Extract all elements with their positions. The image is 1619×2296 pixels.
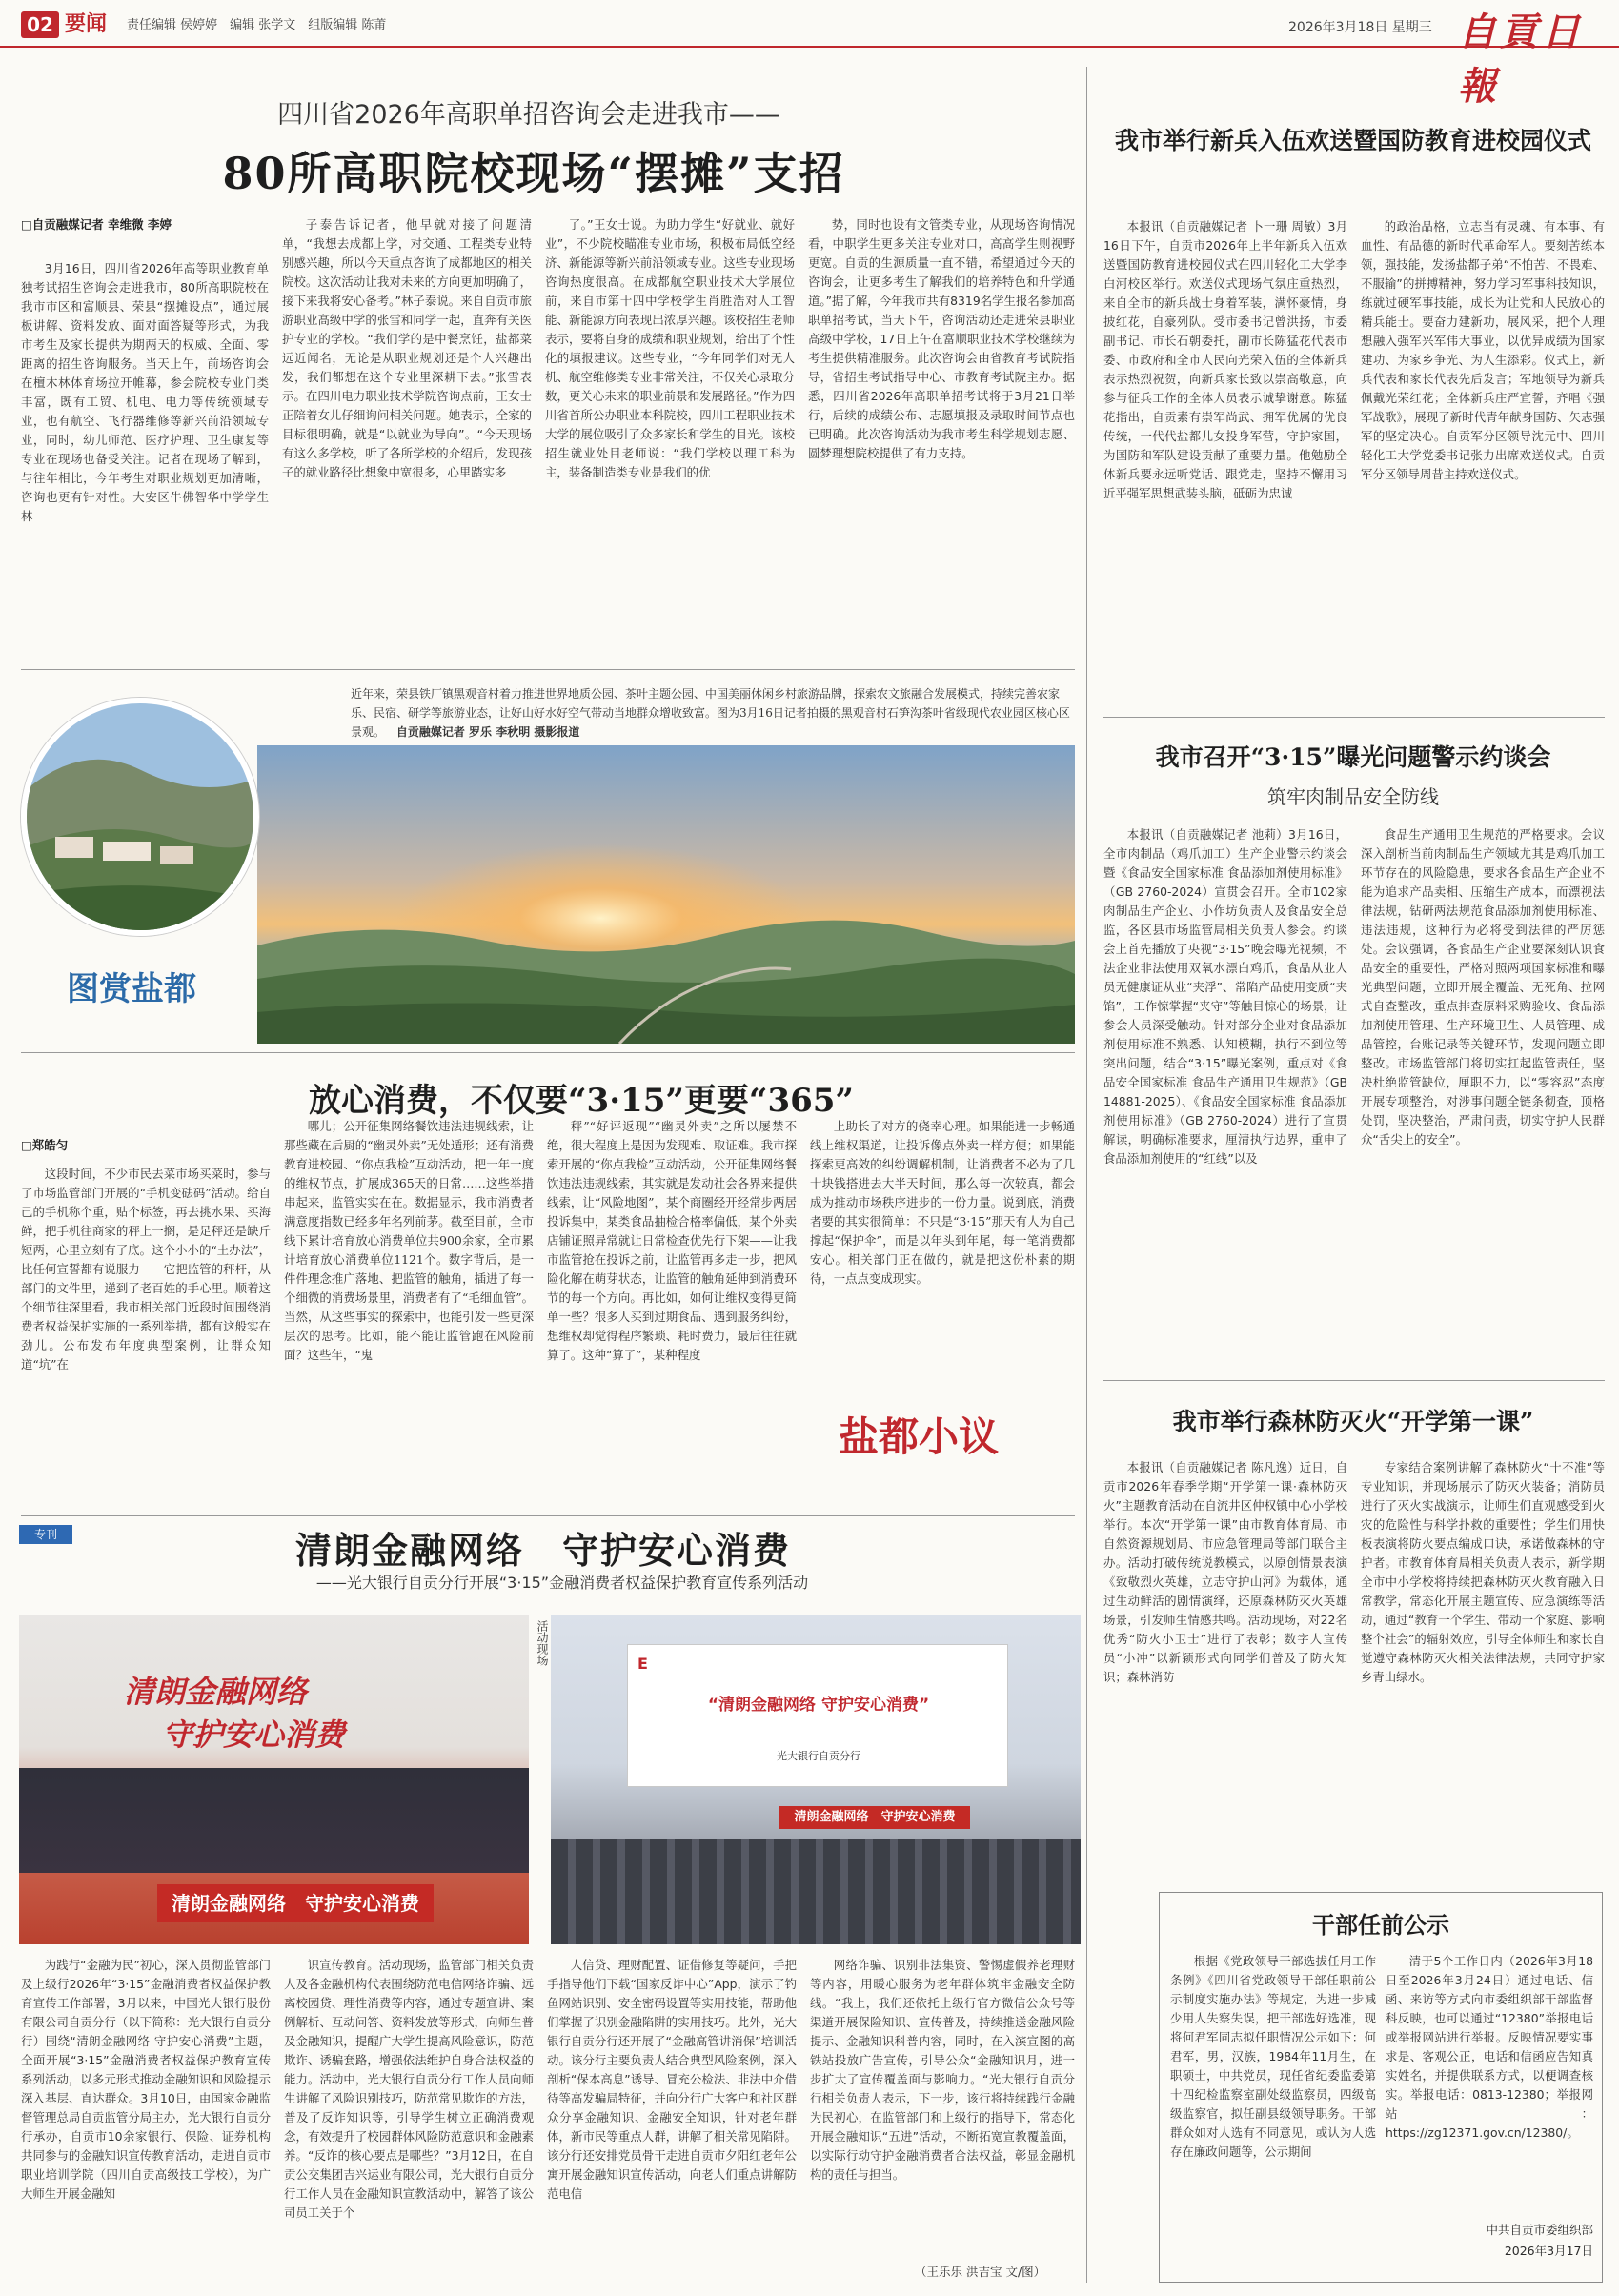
story1-kicker: 四川省2026年高职单招咨询会走进我市—— (277, 100, 780, 130)
notice-column-2: 清于5个工作日内（2026年3月18日至2026年3月24日）通过电话、信函、来访等方式向市委组织部干部监督科反映，也可以通过“12380”举报电话或举报网站进行举报。反映情况要实事求是、客观公正，电话和信函应告知真实姓名，并提供联系方式，以便调查核实。举报电话：0813-12380；举报网站：https://zg12371.gov.cn/12380/。 (1386, 1954, 1593, 2140)
divider (1103, 1380, 1605, 1381)
feature-photo-lecture (551, 1615, 1081, 1944)
audience (551, 1839, 1081, 1944)
page-number: 02 (21, 11, 59, 38)
commentary-headline: 放心消费，不仅要“3·15”更要“365” (308, 1082, 854, 1120)
feature-column-2: 识宣传教育。活动现场，监管部门相关负责人及各金融机构代表围绕防范电信网络诈骗、远离校园贷、理性消费等内容，通过专题宣讲、案例解析、互动问答、资料发放等形式，向师生普及金融知识，提醒广大学生提高风险意识，防范欺诈、诱骗套路，增强依法维护自身合法权益的能力。活动中，光大银行自贡分行工作人员向师生讲解了风险识别技巧，防范常见欺诈的方法，普及了反诈知识等，引导学生树立正确消费观念，有效提升了校园群体风险防范意识和金融素养。“反诈的核心要点是哪些？”3月12日，在自贡公交集团吉兴运业有限公司，光大银行自贡分行工作人员在金融知识宣教活动中，解答了该公司员工关于个 (284, 1958, 534, 2220)
commentary-column-3: 秤”“好评返现”“幽灵外卖”之所以屡禁不绝，很大程度上是因为发现难、取证难。我市探索开展的“你点我检”互动活动，公开征集网络餐饮违法违规线索，其实就是发动社会各界来提供线索，让“风险地图”，某个商圈经开经常步两居投诉集中，某类食品抽检合格率偏低，某个外卖店铺证照异常就让日常检查优先行下架——让我市监管抢在投诉之前，让监管再多走一步，把风险化解在萌芽状态，让监管的触角延伸到消费环节的每一个方向。再比如，如何让维权变得更简单一些？很多人买到过期食品、遇到服务纠纷，想维权却觉得程序繁琐、耗时费力，最后往往就算了。这种“算了”，某种程度 (547, 1119, 797, 1362)
commentary-column-logo: 盐都小议 (839, 1413, 1000, 1460)
group-people (19, 1768, 529, 1873)
story315-column-2: 食品生产通用卫生规范的严格要求。会议深入剖析当前肉制品生产领域尤其是鸡爪加工环节存在的风险隐患，要求各食品生产企业不能为追求产品卖相、压缩生产成本，而漂视法律法规，钻研两法规范食品添加剂使用标准、违法违规，这种行为必将受到法律的严厉惩处。会议强调，各食品生产企业要深刻认识食品安全的重要性，严格对照两项国家标准和曝光典型问题，立即开展全覆盖、无死角、拉网式自查整改，重点排查原料采购验收、食品添加剂使用管理、生产环境卫生、人员管理、成品管控，台账记录等关键环节，发现问题立即整改。市场监管部门将切实扛起监管责任，坚决杜绝监管缺位，厘职不力，以“零容忍”态度开展专项整治，对涉事问题全链条彻查，顶格处罚，坚决整治，严肃问责，切实守护人民群众“舌尖上的安全”。 (1361, 827, 1605, 1147)
column-divider (1086, 67, 1087, 2283)
photo-caption-text: 近年来，荣县铁厂镇黑观音村着力推进世界地质公园、茶叶主题公园、中国美丽休闲乡村旅游品牌，探索农文旅融合发展模式，持续完善农家乐、民宿、研学等旅游业态，让好山好水好空气带动当地群众增收致富。图为3月16日记者拍摄的黑观音村石笋沟茶叶省级现代农业园区核心区景观。 (351, 687, 1070, 739)
photo-section-tag: 图赏盐都 (67, 970, 196, 1008)
divider (21, 1515, 1075, 1516)
publication-date: 2026年3月18日 星期三 (1288, 20, 1432, 35)
feature-badge: 专刊 (19, 1525, 72, 1544)
feature-headline: 清朗金融网络 守护安心消费 (294, 1529, 791, 1572)
story1-column-3: 了。”王女士说。为助力学生“好就业、就好业”，不少院校瞄准专业市场，积极布局低空经济、新能源等新兴前沿领域专业。这些专业现场咨询热度很高。在成都航空职业技术大学展位前，来自市第十四中学校学生肖胜浩对人工智能、新能源方向表现出浓厚兴趣。该校招生老师表示，要将自身的成绩和职业规划，给出了个性化的填报建议。这些专业，“今年同学们对无人机、航空维修类专业非常关注，不仅关心录取分数，更关心未来的职业前景和发展路径。”作为四川省首所公办职业本科院校，四川工程职业技术大学的展位吸引了众多家长和学生的目光。该校招生就业处目老师说：“我们学校以理工科为主，装备制造类专业是我们的优 (545, 217, 795, 479)
story1-byline: □自贡融媒记者 幸维微 李婷 (21, 217, 172, 232)
story1-column-2: 子泰告诉记者，他早就对接了问题清单，“我想去成都上学，对交通、工程类专业特别感兴趣，所以今天重点咨询了成都地区的相关院校。这次活动让我对未来的方向更加明确了，接下来我将安心备考。”林子泰说。来自自贡市旅游职业高级中学的张雪和同学一起，直奔有关医护专业的学校。“我们学的是中餐烹饪，盐都菜远近闻名，无论是从职业规划还是个人兴趣出发，我们都想在这个专业里深耕下去。”张雪表示。在四川电力职业技术学院咨询点前，王女士正陪着女儿仔细询问相关问题。她表示，全家的目标很明确，就是“以就业为导向”。“今天现场有这么多学校，听了各所学校的介绍后，发现孩子的就业路径比想象中宽很多，心里踏实多 (282, 217, 532, 479)
screen-title: “清朗金融网络 守护安心消费” (707, 1696, 930, 1715)
forest-column-2: 专家结合案例讲解了森林防火“十不准”等专业知识，并现场展示了防灭火装备；消防员进行了灭火实战演示，让师生们直观感受到火灾的危险性与科学扑救的重要性；学生们用快板表演将防火要点编成口诀，承诺做森林的守护者。市教育体育局相关负责人表示，新学期全市中小学校将持续把森林防灭火教育融入日常教学，常态化开展主题宣传、应急演练等活动，通过“教育一个学生、带动一个家庭、影响整个社会”的辐射效应，引导全体师生和家长自觉遵守森林防灭火相关法律法规，共同守护家乡青山绿水。 (1361, 1460, 1605, 1684)
feature-column-4: 网络诈骗、识别非法集资、警惕虚假养老理财等内容，用暖心服务为老年群体筑牢金融安全防线。“我上，我们还依托上级行官方微信公众号等渠道开展保险知识、宣传普及，持续推送金融风险提示、金融知识科普内容，同时，在入滨宣图的高铁站投放广告宣传，引导公众“金融知识月，进一步扩大了宣传覆盖面与影响力。“光大银行自贡分行相关负责人表示，下一步，该行将持续践行金融为民初心，在监管部门和上级行的指导下，常态化开展金融知识“五进”活动，不断拓宽宣教覆盖面，以实际行动守护金融消费者合法权益，彰显金融机构的责任与担当。 (810, 1958, 1075, 2182)
photo-caption (351, 684, 1077, 742)
divider (21, 669, 1075, 670)
photo-credit: 自贡融媒记者 罗乐 李秋明 摄影报道 (395, 725, 580, 739)
divider (1103, 717, 1605, 718)
village-photo-inset (21, 698, 259, 936)
feature-column-3: 人信贷、理财配置、证借修复等疑问，手把手指导他们下载“国家反诈中心”App，演示了钓鱼网站识别、安全密码设置等实用技能，帮助他们掌握了识别金融陷阱的实用技巧。此外，光大银行自贡分行还开展了“金融高管讲消保”培训活动。该分行主要负责人结合典型风险案例，深入剖析“保本高息”诱导、冒充公检法、非法中介借待等高发骗局特征，并向分行广大客户和社区群众分享金融知识、金融安全知识，针对老年群体，新市民等重点人群，讲解了相关常见陷阱。该分行还安排党员骨干走进自贡市夕阳红老年公寓开展金融知识宣传活动，向老人们重点讲解防范电信 (547, 1958, 797, 2201)
village-photo-art (27, 703, 253, 930)
story1-column-4: 势，同时也设有文管类专业，从现场咨询情况看，中职学生更多关注专业对口，高高学生则视野更宽。自贡的生源质量一直不错，希望通过今天的咨询会，让更多考生了解我们的培养特色和升学通道。”据了解，今年我市共有8319名学生报名参加高职单招考试，当天下午，咨询活动还走进荣县职业高级中学校，17日上午在富顺职业技术学校继续为考生提供精准服务。此次咨询会由省教育考试院指导，省招生考试指导中心、市教育考试院主办。据悉，四川省2026年高职单招考试将于3月21日举行，后续的成绩公布、志愿填报及录取时间节点也已明确。此次咨询活动为我市考生科学规划志愿、圆梦理想院校提供了有力支持。 (808, 217, 1075, 460)
feature-subtitle: ——光大银行自贡分行开展“3·15”金融消费者权益保护教育宣传系列活动 (315, 1574, 809, 1592)
notice-signature-date: 2026年3月17日 (1504, 2244, 1593, 2258)
story1-headline: 80所高职院校现场“摆摊”支招 (222, 148, 845, 199)
banner-text-mid: 守护安心消费 (162, 1717, 346, 1753)
stage-banner: 清朗金融网络 守护安心消费 (779, 1806, 970, 1829)
newspaper-logo: 自貢日報 (1458, 10, 1584, 109)
landscape-photo (257, 745, 1075, 1044)
feature-column-1: 为践行“金融为民”初心，深入贯彻监管部门及上级行2026年“3·15”金融消费者权益保护教育宣传工作部署，3月以来，中国光大银行股份有限公司自贡分行（以下简称：光大银行自贡分行）围绕“清朗金融网络 守护安心消费”主题，全面开展“3·15”金融消费者权益保护教育宣传系列活动，以多元形式推动金融知识和风险提示深入基层、直达群众。3月10日，由国家金融监督管理总局自贡监管分局主办，光大银行自贡分行承办，自贡市10余家银行、保险、证券机构共同参与的金融知识宣传教育活动，走进自贡市职业培训学院（四川自贡高级技工学校），为广大师生开展金融知 (21, 1958, 271, 2201)
commentary-column-4: 上助长了对方的侥幸心理。如果能进一步畅通线上维权渠道，让投诉像点外卖一样方便；如果能探索更高效的纠纷调解机制，让消费者不必为了几十块钱搭进去大半天时间，那么每一次较真，都会成为推动市场秩序进步的一份力量。说到底，消费者要的其实很简单：不只是“3·15”那天有人为自己撑起“保护伞”，而是以年头到年尾，每一笔消费都安心。相关部门正在做的，就是把这份朴素的期待，一点点变成现实。 (810, 1119, 1075, 1286)
editors-line: 责任编辑 侯婷婷 编辑 张学文 组版编辑 陈莆 (127, 18, 387, 32)
story1-column-1: 3月16日，四川省2026年高等职业教育单独考试招生咨询会走进我市，80所高职院校在我市市区和富顺县、荣县“摆摊设点”，通过展板讲解、资料发放、面对面答疑等形式，为我市考生及家长提供为期两天的权威、全面、零距离的招生咨询服务。当天上午，前场咨询会在檀木林体育场拉开帷幕，参会院校专业门类丰富，既有工贸、机电、电力等传统领域专业，也有航空、飞行器维修等新兴前沿领域专业，同时，幼儿师范、医疗护理、卫生康复等专业在现场也备受关注。记者在现场了解到，与往年相比，今年考生对职业规划更加清晰，咨询也更有针对性。大安区牛佛智华中学学生林 (21, 261, 269, 523)
notice-title: 干部任前公示 (1312, 1912, 1449, 1939)
forest-column-1: 本报讯（自贡融媒记者 陈凡逸）近日，自贡市2026年春季学期“开学第一课·森林防灭火”主题教育活动在自流井区仲权镇中心小学校举行。本次“开学第一课”由市教育体育局、市自然资源规划局、市应急管理局等部门联合主办。活动打破传统说教模式，以原创情景表演《致敬烈火英雄，立志守护山河》为载体，通过生动鲜活的剧情演绎，还原森林防灭火英雄场景，引发师生情感共鸣。活动现场，对22名优秀“防火小卫士”进行了表彰；数字人宣传员“小冲”以新颖形式向同学们普及了防火知识；森林消防 (1103, 1460, 1347, 1684)
forest-headline: 我市举行森林防灭火“开学第一课” (1172, 1408, 1534, 1435)
recruits-column-1: 本报讯（自贡融媒记者 卜一珊 周敏）3月16日下午，自贡市2026年上半年新兵入伍欢送暨国防教育进校园仪式在四川轻化工大学李白河校区举行。欢送仪式现场气氛庄重热烈，来自全市的新兵战士身着军装，满怀豪情，身披红花，自豪列队。受市委书记曾洪扬，市委副书记、市长石朝委托，副市长陈猛花代表市委、市政府和全市人民向光荣入伍的全体新兵表示热烈祝贺，向新兵家长致以崇高敬意，向参与征兵工作的全体人员表示诚挚谢意。陈猛花指出，自贡素有崇军尚武、拥军优属的优良传统，一代代盐都儿女投身军营，守护家国，为国防和军队建设贡献了重要力量。他勉励全体新兵要永远听党话、跟党走，坚持不懈用习近平强军思想武装头脑，砥砺为忠诚 (1103, 219, 1347, 500)
feature-credit: （王乐乐 洪吉宝 文/图） (915, 2265, 1046, 2279)
banner-text-top: 清朗金融网络 (124, 1674, 308, 1710)
story315-subtitle: 筑牢肉制品安全防线 (1267, 785, 1439, 808)
recruits-column-2: 的政治品格，立志当有灵魂、有本事、有血性、有品德的新时代革命军人。要刻苦练本领，强技能，发扬盐都子弟“不怕苦、不畏难、不服输”的拼搏精神，努力学习军事科技知识，练就过硬军事技能，成长为让党和人民放心的精兵能士。要奋力建新功，展风采，把个人理想融入强军兴军伟大事业，以优异成绩为国家建功、为家乡争光、为人生添彩。仪式上，新兵代表和家长代表先后发言；军地领导为新兵佩戴光荣红花；全体新兵庄严宣誓，齐唱《强军战歌》，展现了新时代青年献身国防、矢志强军的坚定决心。自贡军分区领导沈元中、四川轻化工大学党委书记张力出席欢送仪式。自贡军分区领导周昔主持欢送仪式。 (1361, 219, 1605, 481)
screen-subtitle: 光大银行自贡分行 (777, 1750, 860, 1762)
commentary-column-2: 哪儿；公开征集网络餐饮违法违规线索，让那些藏在后厨的“幽灵外卖”无处遁形；还有消费教育进校园、“你点我检”互动活动，把一年一度的维权节点，扩展成365天的日常……这些举措串起来，监管实实在在。数据显示，我市消费者满意度指数已经多年名列前茅。截至目前，全市线下累计培育放心消费单位共900余家，全市累计培育放心消费单位1121个。数字背后，是一件件理念推广落地、把监管的触角，插进了每一个细微的消费场景里，消费者有了“毛细血管”。当然，从这些事实的探索中，也能引发一些更深层次的思考。比如，能不能让监管跑在风险前面？这些年，“鬼 (284, 1119, 534, 1362)
feature-photo-group (19, 1615, 529, 1944)
commentary-column-1: 这段时间，不少市民去菜市场买菜时，参与了市场监管部门开展的“手机变砝码”活动。给自己的手机称个重，贴个标签，再去挑水果、买海鲜，把手机往商家的秤上一搁，是足秤还是缺斤短两，心里立刻有了底。这个小小的“土办法”，比任何宣誓都有说服力——它把监管的秤杆，从部门的文件里，递到了老百姓的手心里。顺着这个细节往深里看，我市相关部门近段时间围绕消费者权益保护实施的一系列举措，都有这般实在劲儿。公布发布年度典型案例，让群众知道“坑”在 (21, 1167, 271, 1372)
story315-headline: 我市召开“3·15”曝光问题警示约谈会 (1155, 743, 1551, 771)
divider (21, 1052, 1075, 1053)
story315-column-1: 本报讯（自贡融媒记者 池莉）3月16日，全市肉制品（鸡爪加工）生产企业警示约谈会暨《食品安全国家标准 食品添加剂使用标准》（GB 2760-2024）宣贯会召开。全市102家肉制品生产企业、小作坊负责人及食品安全总监，各区县市场监管局相关负责人参会。约谈会上首先播放了央视“3·15”晚会曝光视频，不法企业非法使用双氧水漂白鸡爪，食品从业人员无健康证从业“夹浮”、常陷产品使用变质“夹馅”，工作惊掌握“夹守”等触目惊心的场景，让参会人员深受触动。针对部分企业对食品添加剂使用标准不熟悉、认知模糊，执行不到位等突出问题，结合“3·15”曝光案例，重点对《食品安全国家标准 食品生产通用卫生规范》（GB 14881-2025）、《食品安全国家标准 食品添加剂使用标准》（GB 2760-2024）进行了宣贯解读，明确标准要求，厘清执行边界，重申了食品添加剂使用的“红线”以及 (1103, 827, 1347, 1166)
notice-column-1: 根据《党政领导干部选拔任用工作条例》《四川省党政领导干部任职前公示制度实施办法》等规定，为进一步减少用人失察失误，把干部选好选准，现将何君军同志拟任职情况公示如下：何君军，男，汉族，1984年11月生，在职硕士，中共党员，现任省纪委监委第十四纪检监察室副处级监察员，四级高级监察官，拟任副县级领导职务。干部群众如对人选有不同意见，或认为人选存在廉政问题等，公示期间 (1170, 1954, 1376, 2159)
projector-screen (627, 1644, 1008, 1787)
recruits-headline: 我市举行新兵入伍欢送暨国防教育进校园仪式 (1114, 127, 1591, 154)
group-banner: 清朗金融网络 守护安心消费 (157, 1884, 434, 1922)
landscape-photo-art (257, 745, 1075, 1044)
photo-side-label: 活动现场 (536, 1620, 549, 1666)
notice-signature-org: 中共自贡市委组织部 (1486, 2223, 1593, 2237)
commentary-byline: □郑皓匀 (21, 1138, 69, 1152)
bank-logo: E (637, 1655, 648, 1673)
section-name: 要闻 (65, 12, 108, 36)
